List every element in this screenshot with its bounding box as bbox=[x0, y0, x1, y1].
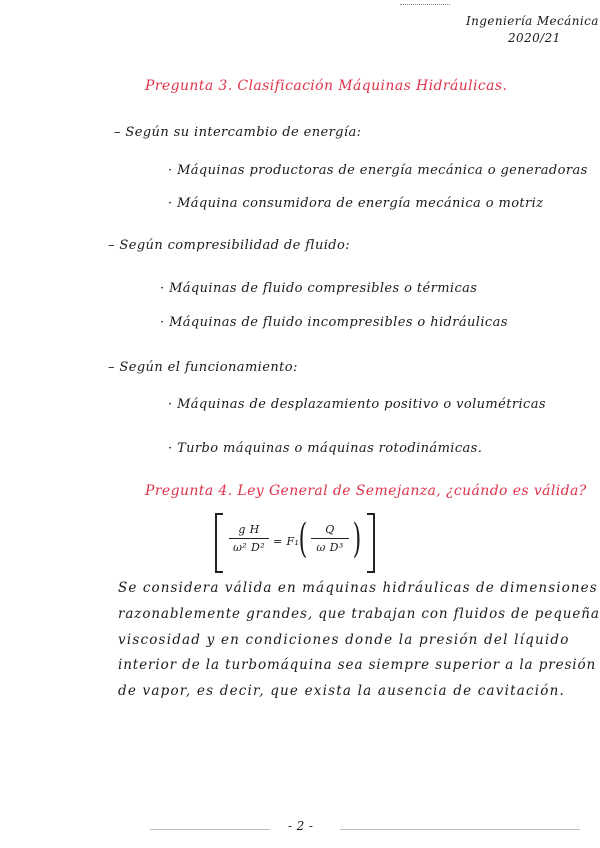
formula-left-numerator: g H bbox=[238, 523, 260, 536]
formula-right-numerator: Q bbox=[325, 523, 335, 536]
question-4-title: Pregunta 4. Ley General de Semejanza, ¿cuándo es válida? bbox=[145, 483, 587, 499]
course-name: Ingeniería Mecánica bbox=[466, 14, 599, 28]
footer-rule-left bbox=[150, 829, 270, 830]
section-heading-compressibility: – Según compresibilidad de fluido: bbox=[108, 238, 351, 253]
section-heading-energy: – Según su intercambio de energía: bbox=[114, 125, 362, 140]
formula-right-fraction bbox=[311, 523, 349, 554]
list-item: · Máquinas productoras de energía mecánica o generadoras bbox=[168, 163, 588, 178]
answer-line: de vapor, es decir, que exista la ausencia de cavitación. bbox=[118, 683, 565, 699]
formula-close-paren: ) bbox=[352, 516, 362, 562]
formula-right-bracket bbox=[367, 513, 375, 573]
footer-rule-right bbox=[340, 829, 580, 830]
top-scan-mark bbox=[400, 0, 450, 5]
page-number: - 2 - bbox=[288, 819, 314, 833]
formula-left-denominator: ω² D² bbox=[232, 541, 266, 554]
academic-year: 2020/21 bbox=[508, 31, 561, 45]
list-item: · Máquina consumidora de energía mecánica o motriz bbox=[168, 196, 544, 211]
formula-left-bracket bbox=[215, 513, 223, 573]
list-item: · Máquinas de fluido incompresibles o hidráulicas bbox=[160, 315, 508, 330]
question-3-title: Pregunta 3. Clasificación Máquinas Hidráulicas. bbox=[145, 78, 508, 94]
answer-line: viscosidad y en condiciones donde la presión del líquido bbox=[118, 632, 570, 648]
formula-operator: = F₁ bbox=[273, 535, 300, 548]
answer-line: interior de la turbomáquina sea siempre superior a la presión bbox=[118, 657, 597, 673]
answer-line: Se considera válida en máquinas hidráulicas de dimensiones bbox=[118, 580, 598, 596]
list-item: · Turbo máquinas o máquinas rotodinámicas. bbox=[168, 441, 483, 456]
list-item: · Máquinas de fluido compresibles o térmicas bbox=[160, 281, 478, 296]
formula-left-fraction bbox=[229, 523, 269, 554]
section-heading-operation: – Según el funcionamiento: bbox=[108, 360, 298, 375]
formula-open-paren: ( bbox=[298, 516, 308, 562]
answer-line: razonablemente grandes, que trabajan con fluidos de pequeña bbox=[118, 606, 600, 622]
similarity-law-formula bbox=[215, 513, 375, 571]
formula-right-denominator: ω D³ bbox=[316, 541, 344, 554]
list-item: · Máquinas de desplazamiento positivo o volumétricas bbox=[168, 397, 546, 412]
